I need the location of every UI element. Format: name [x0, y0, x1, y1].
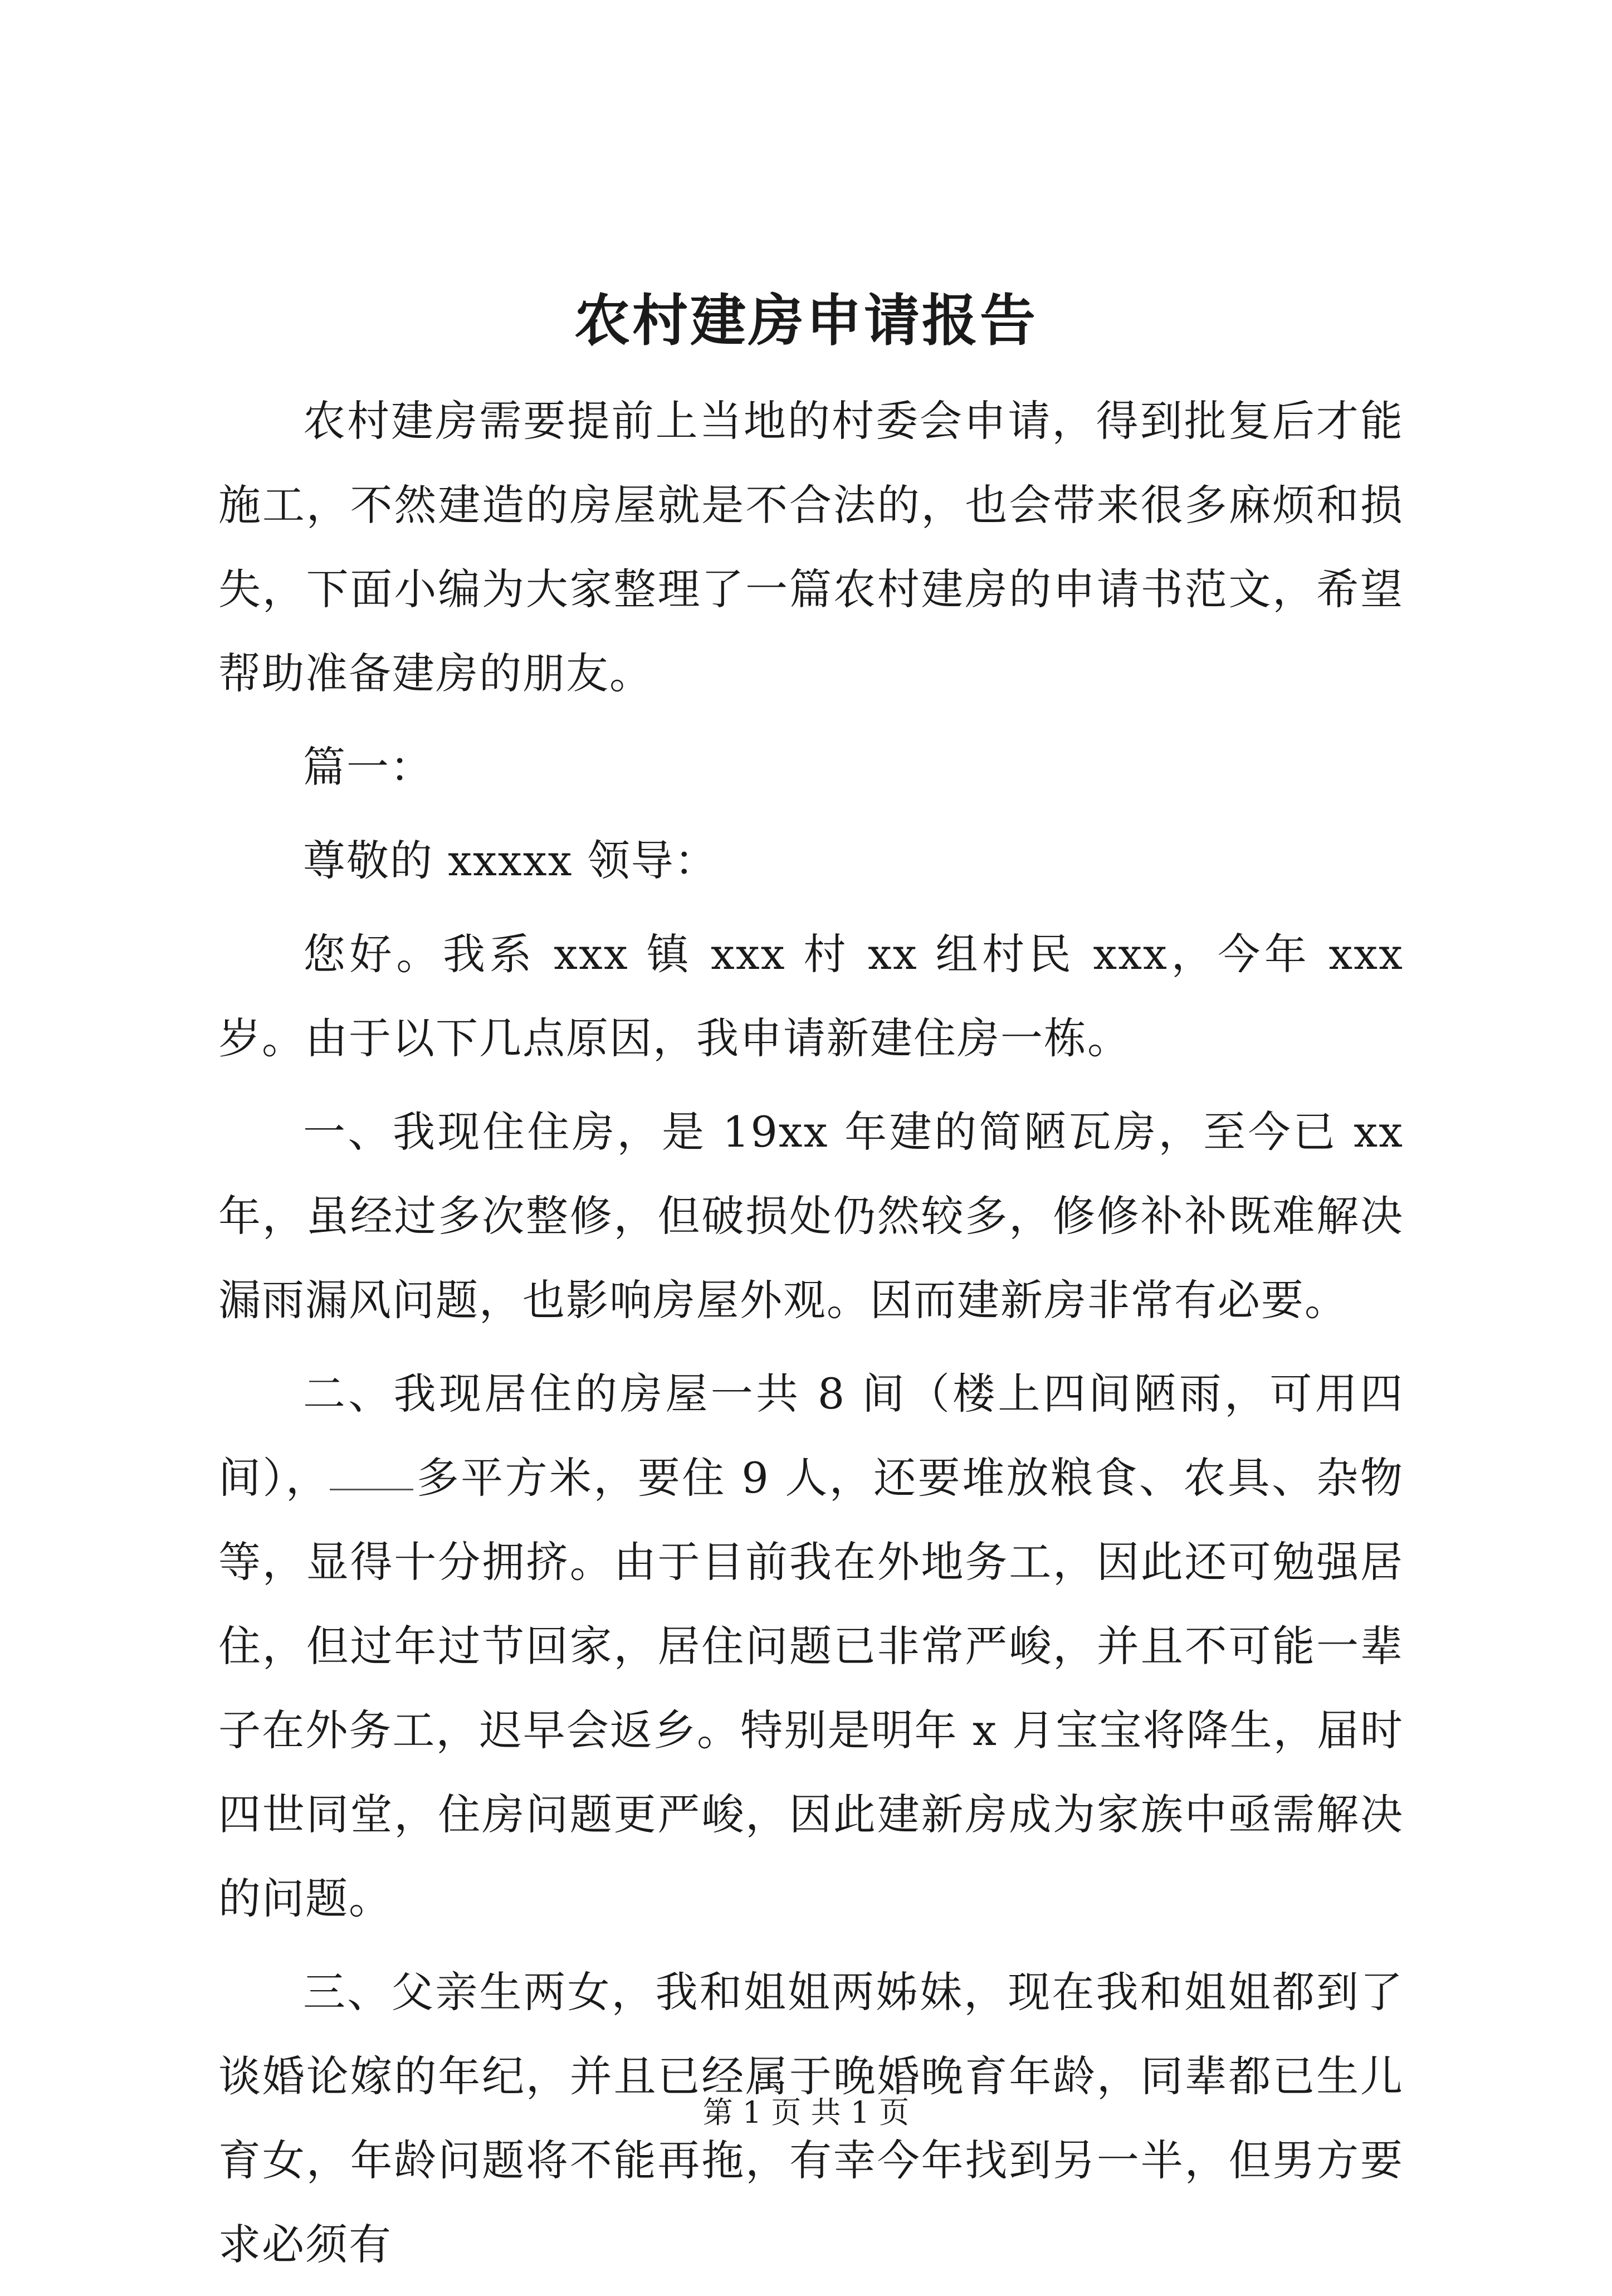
paragraph-greeting: 您好。我系 xxx 镇 xxx 村 xx 组村民 xxx，今年 xxx 岁。由于以下几点原因，我申请新建住房一栋。	[218, 929, 1404, 1063]
paragraph-salutation: 尊敬的 xxxxx 领导：	[303, 836, 718, 885]
reason-two-text-end: 多平方米，要住 9 人，还要堆放粮食、农具、杂物等，显得十分拥挤。由于目前我在外地务工，因此还可勉强居住，但过年过节回家，居住问题已非常严峻，并且不可能一辈子在外务工，迟早会返乡。特别是明年 x 月宝宝将降生，届时四世同堂，住房问题更严峻，因此建新房成为家族中亟需解决的问题。	[218, 1453, 1404, 1923]
paragraph-reason-three: 三、父亲生两女，我和姐姐两姊妹，现在我和姐姐都到了谈婚论嫁的年纪，并且已经属于晚婚晚育年龄，同辈都已生儿育女，年龄问题将不能再拖，有幸今年找到另一半，但男方要求必须有	[218, 1967, 1404, 2269]
paragraph-reason-one: 一、我现住住房，是 19xx 年建的简陋瓦房，至今已 xx 年，虽经过多次整修，但破损处仍然较多，修修补补既难解决漏雨漏风问题，也影响房屋外观。因而建新房非常有必要。	[218, 1107, 1404, 1325]
reason-two-text-start: 二、我现居住的房屋一共 8 间（楼上四间陋雨，可用四间），	[218, 1369, 1404, 1503]
document-body	[218, 379, 1404, 2296]
paragraph-section-label: 篇一：	[303, 742, 433, 792]
page-title: 农村建房申请报告	[574, 287, 1038, 353]
paragraph-intro: 农村建房需要提前上当地的村委会申请，得到批复后才能施工，不然建造的房屋就是不合法的，也会带来很多麻烦和损失，下面小编为大家整理了一篇农村建房的申请书范文，希望帮助准备建房的朋友。	[218, 396, 1404, 698]
page-footer: 第 1 页 共 1 页	[702, 2095, 910, 2130]
fill-in-blank-line	[330, 1488, 413, 1490]
paragraph-reason-two	[218, 1352, 1404, 1941]
